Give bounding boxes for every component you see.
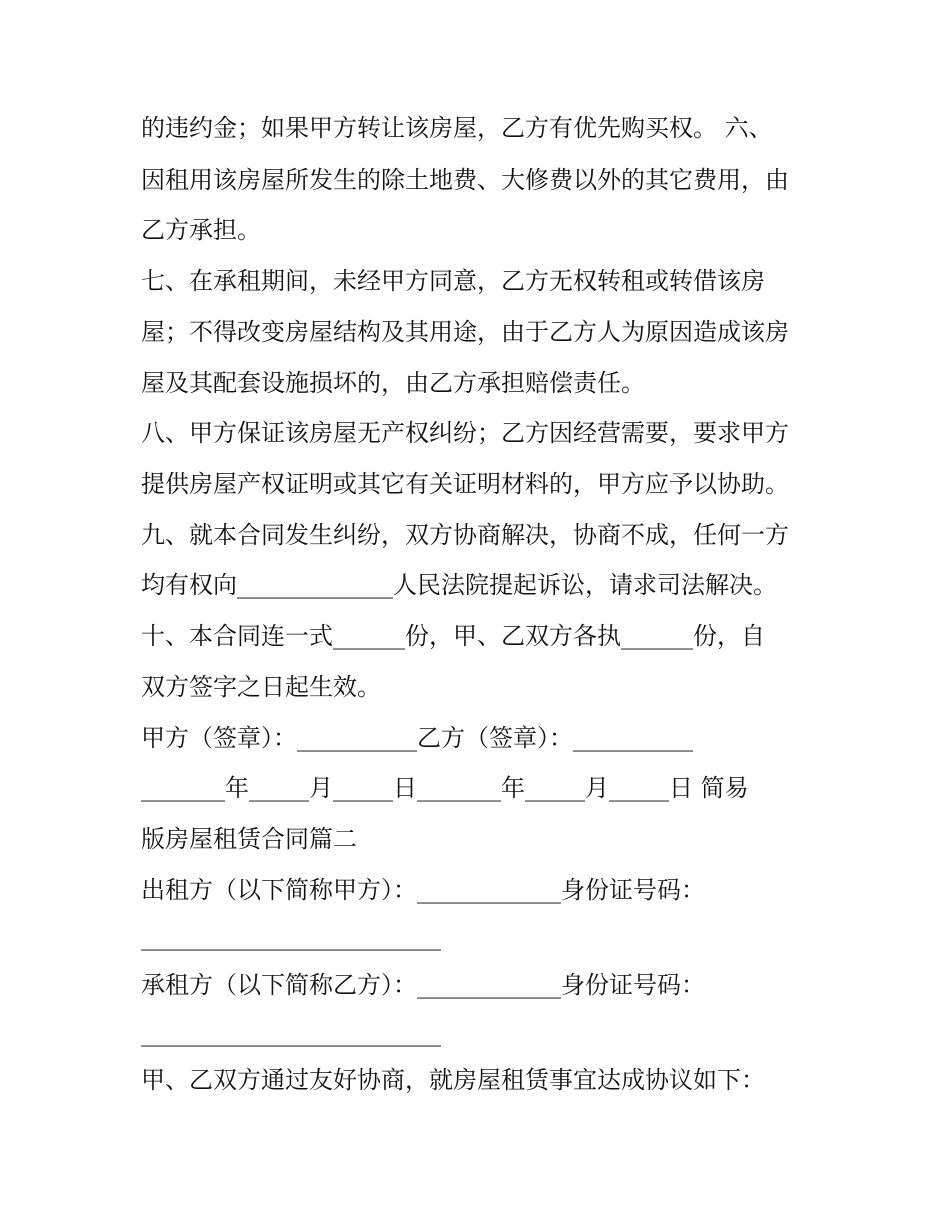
section-heading: 版房屋租赁合同篇二 [141,825,357,853]
text-line-5: 屋；不得改变房屋结构及其用途，由于乙方人为原因造成该房 [141,318,789,346]
lessee-id-blank: _________________________ [141,1019,441,1047]
text-line-8: 提供房屋产权证明或其它有关证明材料的，甲方应予以协助。 [141,470,789,498]
signature-line: 甲方（签章）：__________乙方（签章）：__________ [141,724,693,752]
agreement-intro-line: 甲、乙双方通过友好协商，就房屋租赁事宜达成协议如下： [141,1066,765,1094]
text-line-4: 七、在承租期间，未经甲方同意，乙方无权转租或转借该房 [141,267,765,295]
text-line-9: 九、就本合同发生纠纷，双方协商解决，协商不成，任何一方 [141,521,789,549]
text-line-3: 乙方承担。 [141,216,261,244]
text-line-7: 八、甲方保证该房屋无产权纠纷；乙方因经营需要，要求甲方 [141,419,789,447]
text-line-10: 均有权向_____________人民法院提起诉讼，请求司法解决。 [141,571,777,599]
lessor-id-blank: _________________________ [141,923,441,951]
date-line: _______年_____月_____日_______年_____月_____日 简易 [141,774,749,802]
text-line-6: 屋及其配套设施损坏的，由乙方承担赔偿责任。 [141,369,645,397]
text-line-11: 十、本合同连一式______份，甲、乙双方各执______份，自 [141,622,765,650]
text-line-2: 因租用该房屋所发生的除土地费、大修费以外的其它费用，由 [141,166,789,194]
text-line-12: 双方签字之日起生效。 [141,673,381,701]
lessee-line: 承租方（以下简称乙方）：____________身份证号码： [141,971,705,999]
text-line-1: 的违约金；如果甲方转让该房屋，乙方有优先购买权。 六、 [141,114,773,142]
lessor-line: 出租方（以下简称甲方）：____________身份证号码： [141,876,705,904]
